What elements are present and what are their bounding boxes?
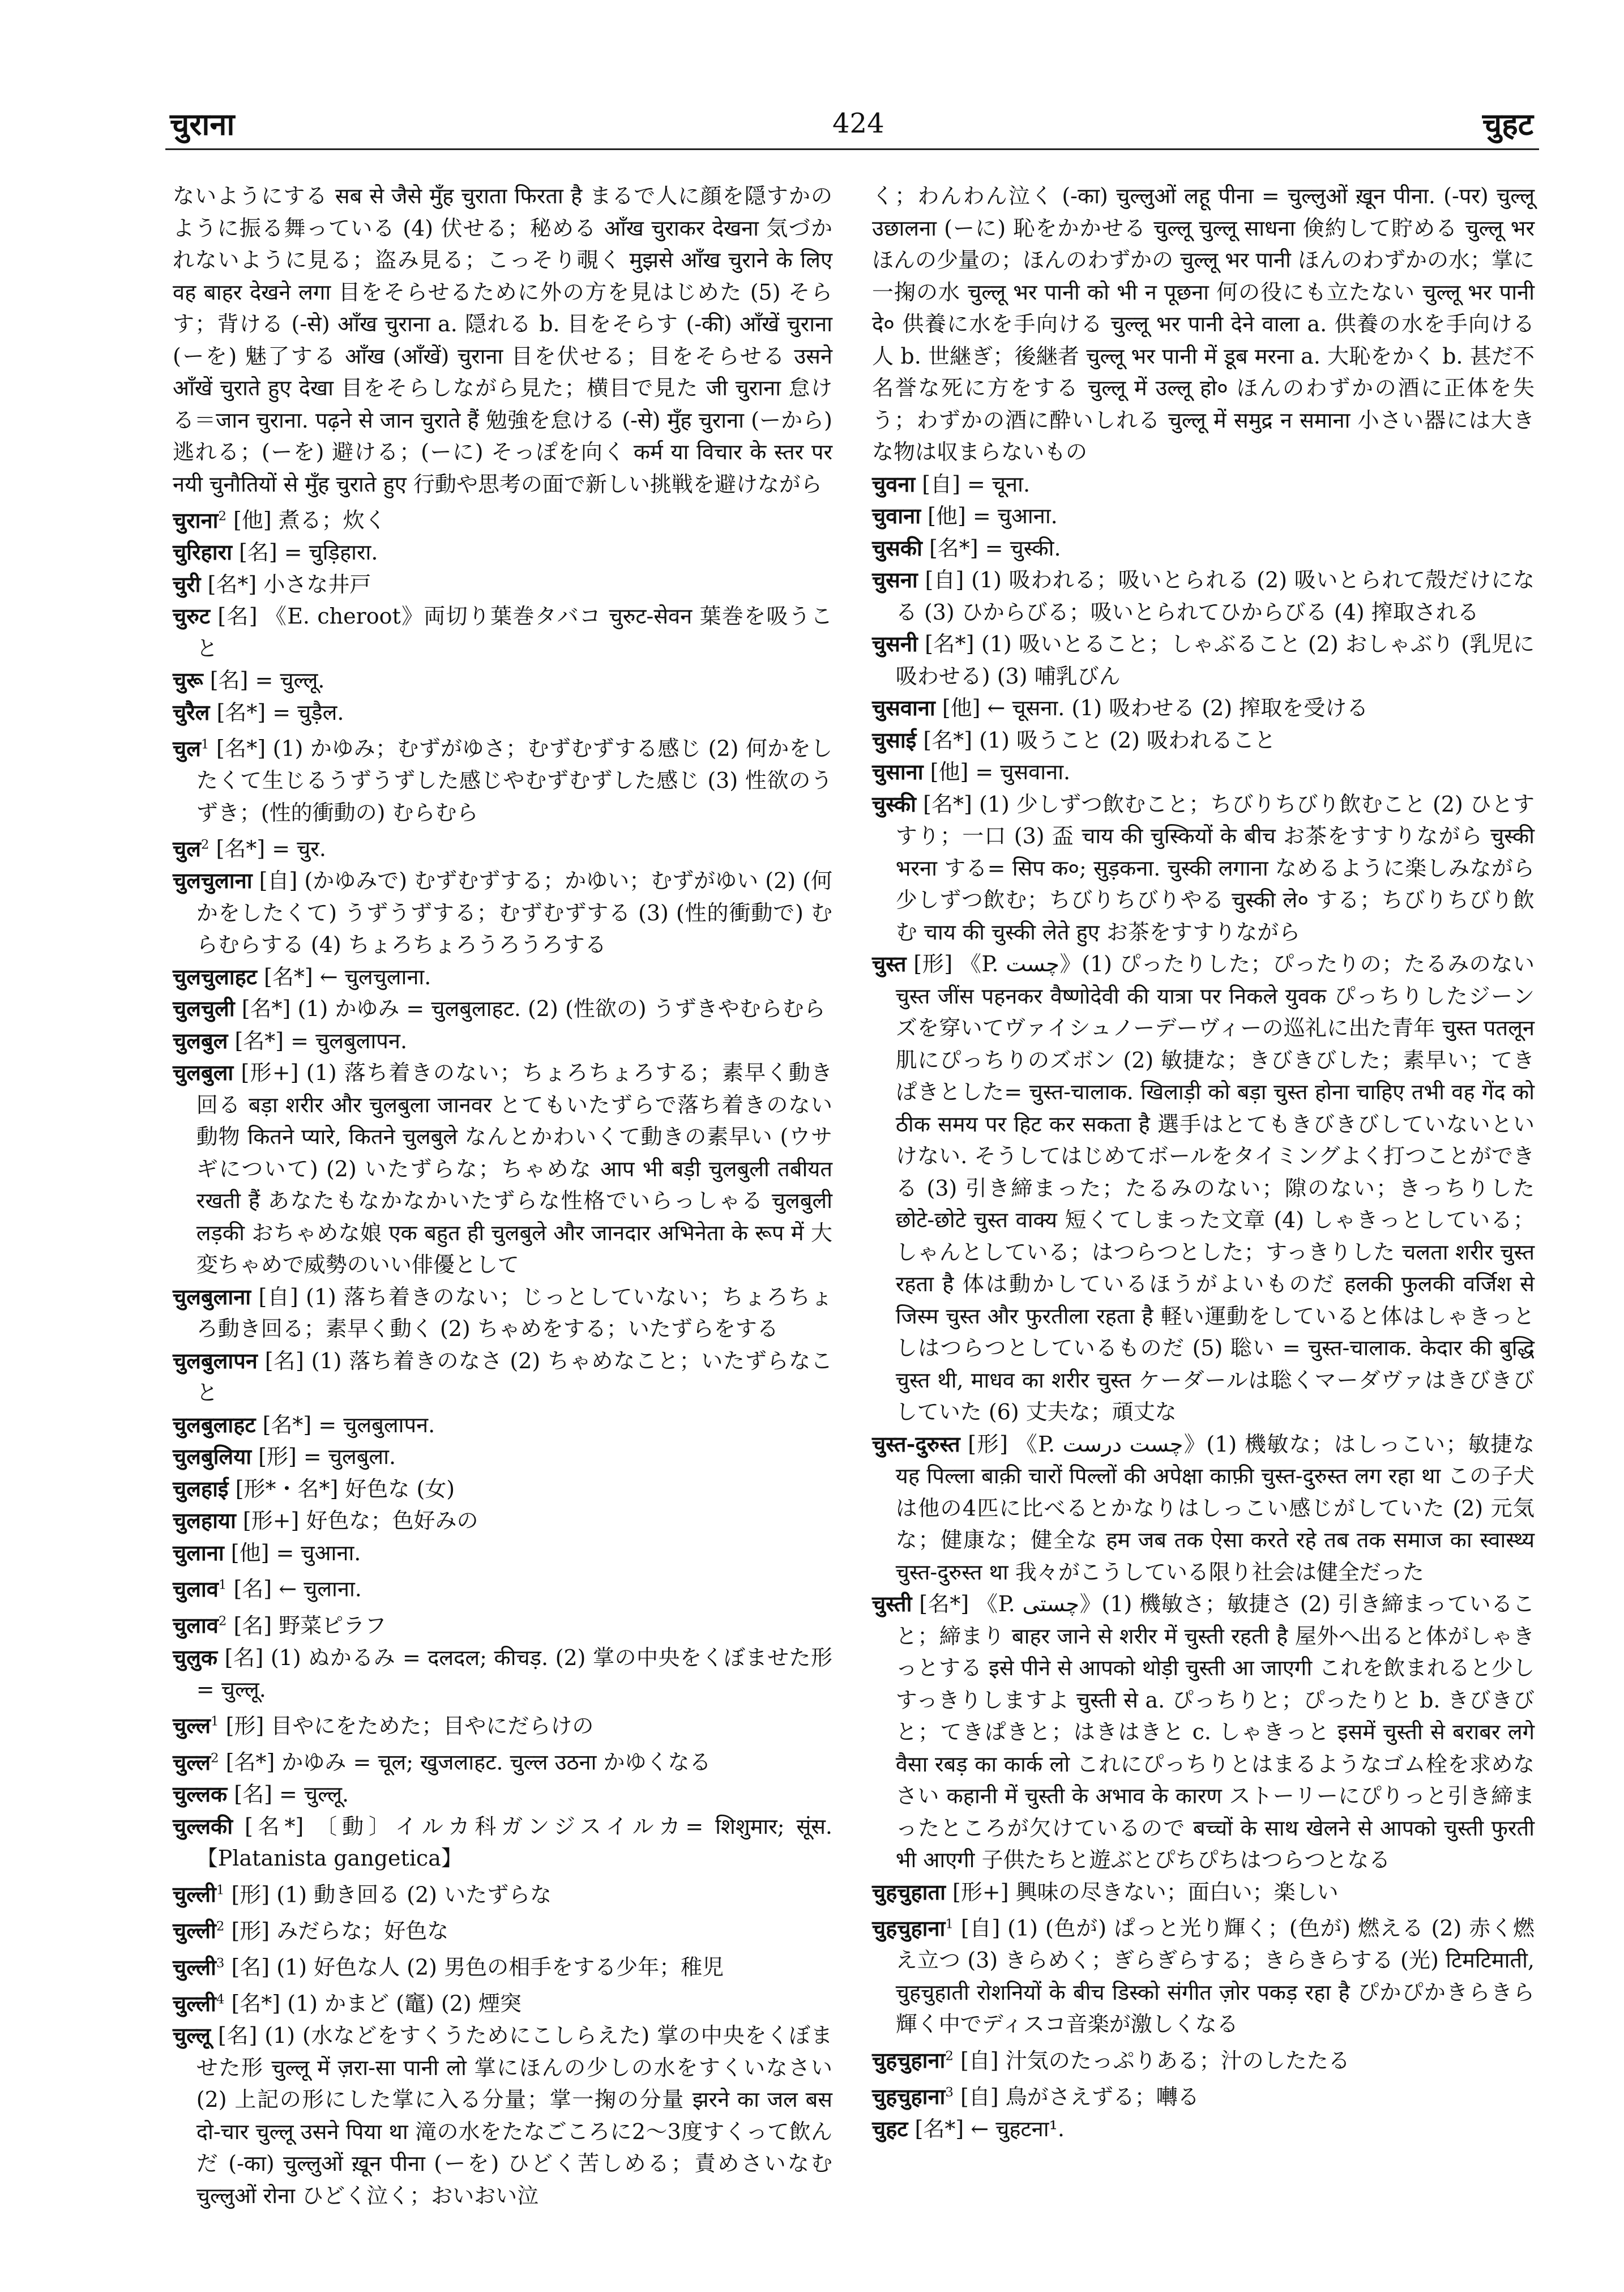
headword [173,1576,226,1602]
homonym-number: 2 [945,2048,954,2064]
entry-definition: [名] (1) ぬかるみ = दलदल; कीचड़. (2) 掌の中央をくぼませた形= चुल्लू. [196,1645,832,1702]
headword [173,736,209,761]
entry-definition: [名] = चुड़िहारा. [232,540,378,565]
left-column [173,180,832,2212]
entry-definition: [自] (1) 吸われる；吸いとられる (2) 吸いとられて殻だけになる (3) ひからびる；吸いとられてひからびる (4) 搾取される [895,567,1535,625]
entry-definition: [形] = चुलबुला. [251,1444,396,1470]
headword-text: चुलबुलिया [173,1444,252,1470]
headword-text: चुस्की [872,791,916,817]
dictionary-entry [173,569,832,601]
headword-text: चुवना [872,471,916,497]
headword [173,1028,228,1053]
homonym-number: 2 [218,509,226,523]
headword [872,1591,912,1616]
dictionary-entry [173,1057,832,1281]
headword [173,1749,219,1775]
entry-definition: [名] = चुल्लू. [203,668,325,693]
entry-continuation [173,180,832,500]
entry-definition: [名*] (1) 少しずつ飲むこと；ちびりちびり飲むこと (2) ひとすすり；一口 (3) 盃 चाय की चुस्कियों के बीच お茶をすすりながら चुस्की भरना する= सिप क०; सुड़कना. चुस्की लगाना なめるように楽しみながら少しずつ飲む；ちびりちびりやる चुस्की ले० する；ちびりちびり飲む चाय की चुस्की लेते हुए お茶をすすりながら [895,791,1535,945]
entry-definition: [名*] = चुलबुलापन. [255,1412,435,1437]
headword [173,1954,224,1980]
headword-text: चुहचुहाता [872,1879,946,1905]
headword-text: चुल्लक [173,1781,228,1807]
entry-definition: [名*] = चुलबुलापन. [228,1028,408,1053]
headword [173,1060,233,1085]
headword [173,1540,224,1565]
dictionary-entry [173,600,832,664]
homonym-number: 1 [216,1883,225,1898]
headword [872,791,916,817]
headword [173,1781,227,1807]
headword [872,471,915,497]
entry-definition: [形] 目やにをためた；目やにだらけの [219,1713,594,1739]
headword-text: चुसकी [872,535,922,561]
dictionary-entry [173,829,832,865]
entry-definition: [名] 《E. cheroot》両切り葉巻タバコ चुरुट-सेवन 葉巻を吸うこと [196,604,832,661]
headword [872,2084,954,2109]
dictionary-entry [872,532,1535,565]
dictionary-entry [173,697,832,729]
entry-definition: [名] ← चुलाना. [226,1577,362,1602]
entry-definition: [形+] 興味の尽きない；面白い；楽しい [945,1879,1339,1905]
headword-text: चुराना [173,507,219,533]
homonym-number: 2 [211,1750,219,1765]
entry-definition: [形+] (1) 落ち着きのない；ちょろちょろする；素早く動き回る बड़ा शरीर और चुलबुला जानवर とてもいたずらで落ち着きのない動物 कितने प्यारे, कितने चुलबुले なんとかわいくて動きの素早い (ウサギについて) (2) いたずらな；ちゃめな आप भी बड़ी चुलबुली तबीयत रखती हैं あなたもなかなかいたずらな性格でいらっしゃる चुलबुली लड़की おちゃめな娘 एक बहुत ही चुलबुले और जानदार अभिनेता के रूप में 大変ちゃめで威勢のいい俳優として [196,1060,832,1278]
headword [872,535,922,561]
headword [173,1444,251,1469]
entry-definition: [他] ← चूसना. (1) 吸わせる (2) 搾取を受ける [935,695,1369,720]
entry-definition: [他] 煮る；炊く [226,507,386,533]
entry-definition: [名] (1) 好色な人 (2) 男色の相手をする少年；稚児 [224,1954,724,1980]
homonym-number: 2 [200,837,210,852]
headword [173,1348,258,1373]
headword-text: चुस्त [872,951,907,976]
entry-definition: [名*] 《P. چستی》(1) 機敏さ；敏捷さ (2) 引き締まっていること；締まり बाहर जाने से शरीर में चुस्ती रहती है 屋外へ出ると体がしゃきっとする इसे पीने से आपको थोड़ी चुस्ती आ जाएगी これを飲まれると少しすっきりしますよ चुस्ती से a. ぴっちりと；ぴったりと b. きびきびと；てきぱきと；はきはきと c. しゃきっと इसमें चुस्ती से बराबर लगे वैसा रबड़ का कार्क लो これにぴっちりとはまるようなゴム栓を求めなさい कहानी में चुस्ती के अभाव के कारण ストーリーにぴりっと引き締まったところが欠けているので बच्चों के साथ खेलने से आपको चुस्ती फुरती भी आएगी 子供たちと遊ぶとぴちぴちはつらつとなる [895,1591,1535,1872]
headword-text: चुलचुली [173,996,235,1022]
headword-text: चुरू [173,667,203,693]
running-head-first-word: चुराना [170,106,235,142]
dictionary-entry [173,1441,832,1473]
headword-text: चुलचुलाहट [173,963,257,989]
dictionary-entry [872,2077,1535,2113]
dictionary-entry [872,1428,1535,1589]
entry-definition: [名*] (1) かゆみ = चुलबुलाहट. (2) (性欲の) うずきやむらむら [234,996,826,1022]
dictionary-entry [173,961,832,993]
headword-text: चुलबुल [173,1027,228,1053]
entry-definition: [自] (1) 落ち着きのない；じっとしていない；ちょろちょろ動き回る；素早く動く (2) ちゃめをする；いたずらをする [196,1284,832,1342]
dictionary-entry [173,1983,832,2020]
page-number: 424 [832,108,884,139]
headword-text: चुलहाया [173,1508,236,1534]
dictionary-entry [872,756,1535,788]
dictionary-entry [173,1473,832,1505]
entry-definition: [形+] 好色な；色好みの [236,1508,478,1534]
dictionary-entry [872,788,1535,949]
headword-text: चुरैल [173,699,210,725]
headword [173,1412,256,1437]
dictionary-entry [872,1908,1535,2041]
headword [173,2022,211,2048]
headword [173,1476,229,1501]
entry-definition: [名*] 〔動〕イルカ科ガンジスイルカ= शिशुमार; सूंस. 【Platanista gangetica】 [196,1813,832,1871]
headword [872,631,918,656]
headword [173,507,226,533]
entry-definition: [名*] (1) 吸いとること；しゃぶること (2) おしゃぶり (乳児に吸わせる) (3) 哺乳びん [895,631,1535,689]
dictionary-entry [173,1569,832,1605]
headword [173,1881,224,1907]
dictionary-entry [872,692,1535,724]
headword-text: चुसाई [872,727,917,753]
dictionary-entry [173,1537,832,1569]
headword-text: चुलबुलापन [173,1347,258,1373]
dictionary-entry [173,1409,832,1441]
dictionary-entry [173,1025,832,1057]
entry-definition: [名*] かゆみ = चूल; खुजलाहट. चुल्ल उठना かゆくなる [219,1749,711,1775]
entry-definition: [名*] = चुस्की. [922,535,1061,561]
headword [173,699,210,725]
headword-text: चुरुट [173,603,211,629]
headword [872,2116,908,2141]
dictionary-entry [173,865,832,961]
dictionary-entry [173,1742,832,1778]
dictionary-entry [173,536,832,569]
headword-text: चुल्ली [173,1918,216,1944]
dictionary-entry [173,1911,832,1947]
headword [872,695,935,720]
headword-text: चुल [173,735,201,761]
headword-text: चुलचुलाना [173,868,253,894]
entry-definition: [他] = चुआना. [224,1540,361,1565]
dictionary-entry [872,468,1535,501]
dictionary-entry [173,1642,832,1706]
headword-text: चुल्ल [173,1713,211,1739]
homonym-number: 2 [218,1614,227,1629]
homonym-number: 1 [218,1577,227,1593]
headword-text: चुहचुहाना [872,1915,946,1941]
homonym-number: 3 [945,2085,954,2100]
headword-text: चुलहाई [173,1475,229,1501]
headword [173,1284,251,1309]
headword-text: चुल [173,835,201,861]
homonym-number: 1 [211,1714,219,1729]
entry-definition: [名] (1) 落ち着きのなさ (2) ちゃめなこと；いたずらなこと [196,1348,832,1406]
dictionary-entry [173,2020,832,2212]
entry-definition: [形] 《P. چست درست》(1) 機敏な；はしっこい；敏捷な यह पिल्ला बाक़ी चारों पिल्लों की अपेक्षा काफ़ी चुस्त-दुरुस्त लग रहा था この子犬は他の4匹に比べるとかなりはしっこい感じがしていた (2) 元気な；健康な；健全な हम जब तक ऐसा करते रहे तब तक समाज का स्वास्थ्य चुस्त-दुरुस्त था 我々がこうしている限り社会は健全だった [895,1431,1535,1585]
headword-text: चुल्ली [173,1990,216,2016]
headword-text: चुल्लकी [173,1813,233,1839]
entry-definition: [他] = चुआना. [921,503,1058,528]
homonym-number: 3 [216,1955,225,1970]
headword [872,2047,954,2073]
entry-definition: [形] 《P. چست》(1) ぴったりした；ぴったりの；たるみのない चुस्त जींस पहनकर वैष्णोदेवी की यात्रा पर निकले युवक ぴっちりしたジーンズを穿いてヴァイシュノーデーヴィーの巡礼に出た青年 चुस्त पतलून 肌にぴっちりのズボン (2) 敏捷な；きびきびした；素早い；てきぱきとした= चुस्त-चालाक. खिलाड़ी को बड़ा चुस्त होना चाहिए तभी वह गेंद को ठीक समय पर हिट कर सकता है 選手はとてもきびきびしていないといけない. そうしてはじめてボールをタイミングよく打つことができる (3) 引き締まった；たるみのない；隙のない；きっちりした छोटे-छोटे चुस्त वाक्य 短くてしまった文章 (4) しゃきっとしている；しゃんとしている；はつらつとした；すっきりした चलता शरीर चुस्त रहता है 体は動かしているほうがよいものだ हलकी फुलकी वर्जिश से जिस्म चुस्त और फुरतीला रहता है 軽い運動をしていると体はしゃきっとしはつらつとしているものだ (5) 聡い = चुस्त-चालाक. केदार की बुद्धि चुस्त थी, माधव का शरीर चुस्त ケーダールは聡くマーダヴァはきびきびしていた (6) 丈夫な；頑丈な [895,951,1535,1424]
headword [173,1813,233,1839]
entry-definition: [名*] (1) かゆみ；むずがゆさ；むずむずする感じ (2) 何かをしたくて生じるうずうずした感じやむずむずした感じ (3) 性欲のうずき；(性的衝動の) むらむら [196,736,832,825]
entry-definition: [名*] ← चुलचुलाना. [257,964,431,989]
headword [173,667,203,693]
homonym-number: 1 [945,1917,954,1931]
dictionary-entry [872,1876,1535,1909]
entry-definition: [自] 鳥がさえずる；囀る [953,2084,1199,2110]
headword-text: चुरी [173,571,201,597]
dictionary-entry [173,993,832,1025]
headword [173,964,257,989]
headword-text: चुस्ती [872,1591,912,1616]
headword-text: चुस्त-दुरुस्त [872,1431,960,1457]
entry-definition: [名*] = चुर. [209,836,326,861]
entry-definition: [自] 汁気のたっぷりある；汁のしたたる [953,2048,1350,2073]
headword-text: चुरिहारा [173,539,232,565]
header-rule [165,148,1539,150]
entry-definition: [自] (かゆみで) むずむずする；かゆい；むずがゆい (2) (何かをしたくて) うずうずする；むずむずする (3) (性的衝動で) むらむらする (4) ちょろちょろうろうろする [196,868,832,958]
dictionary-entry [872,2041,1535,2077]
dictionary-entry [173,1706,832,1742]
headword-text: चुहट [872,2115,908,2141]
entry-definition: [形*・名*] 好色な (女) [228,1476,455,1501]
headword [173,603,210,629]
dictionary-entry [872,500,1535,532]
dictionary-entry [872,564,1535,628]
dictionary-entry [173,664,832,697]
headword [173,539,232,565]
headword [173,1612,226,1638]
entry-definition: [自] (1) (色が) ぱっと光り輝く；(色が) 燃える (2) 赤く燃え立つ (3) きらめく；ぎらぎらする；きらきらする (光) टिमटिमाती, चुहचुहाती रोशनियों के बीच डिस्को संगीत ज़ोर पकड़ रहा है ぴかぴかきらきら輝く中でディスコ音楽が激しくなる [895,1915,1535,2037]
headword [872,567,918,592]
dictionary-entry [173,1811,832,1875]
entry-definition: [形] みだらな；好色な [224,1918,449,1944]
headword [173,1508,236,1533]
headword [872,1879,946,1905]
headword [872,951,907,976]
headword-text: चुल्ली [173,1954,216,1980]
headword [872,503,921,528]
dictionary-entry [173,500,832,536]
dictionary-entry [173,1505,832,1537]
headword-text: चुल्ल [173,1749,211,1775]
entry-definition: [名] = चुल्लू. [227,1782,349,1807]
headword [173,996,235,1021]
entry-definition: [名] (1) (水などをすくうためにこしらえた) 掌の中央をくぼませた形 चुल्लू में ज़रा-सा पानी लो 掌にほんの少しの水をすくいなさい (2) 上記の形にした掌に入る分量；掌一掬の分量 झरने का जल बस दो-चार चुल्लू उसने पिया था 滝の水をたなごころに2〜3度すくって飲んだ (-का) चुल्लुओं ख़ून पीना (ーを) ひどく苦しめる；責めさいなむ चुल्लुओं रोना ひどく泣く；おいおい泣 [196,2023,832,2208]
headword [173,571,201,597]
headword-text: चुहचुहाना [872,2084,946,2110]
dictionary-entry [872,1588,1535,1876]
dictionary-entry [872,2113,1535,2145]
entry-definition: [他] = चुसवाना. [923,759,1071,784]
headword [872,727,916,753]
headword-text: चुलबुलाहट [173,1411,256,1437]
headword-text: चुहचुहाना [872,2047,946,2073]
dictionary-entry [173,1345,832,1409]
dictionary-entry [173,1606,832,1642]
headword-text: चुलबुलाना [173,1283,251,1309]
right-column [872,180,1535,2145]
dictionary-entry [173,1875,832,1911]
dictionary-entry [173,1281,832,1345]
entry-definition: [名*] = चुड़ैल. [210,699,344,725]
homonym-number: 2 [216,1919,225,1934]
homonym-number: 1 [200,737,210,752]
headword [173,1918,224,1943]
headword-text: चुसना [872,567,918,592]
headword [173,1713,219,1738]
headword [872,1431,960,1457]
entry-definition: ないようにする सब से जैसे मुँह चुराता फिरता है まるで人に顔を隠すかのように振る舞っている (4) 伏せる；秘める आँख चुराकर देखना 気づかれないように見る；盗み見る；こっそり覗く मुझसे आँख चुराने के लिए वह बाहर देखने लगा 目をそらせるために外の方を見はじめた (5) そらす；背ける (-से) आँख चुराना a. 隠れる b. 目をそらす (-की) आँखें चुराना (ーを) 魅了する आँख (आँखें) चुराना 目を伏せる；目をそらせる उसने आँखें चुराते हुए देखा 目をそらしながら見た；横目で見た जी चुराना 怠ける＝जान चुराना. पढ़ने से जान चुराते हैं 勉強を怠ける (-से) मुँह चुराना (ーから) 逃れる；(ーを) 避ける；(ーに) そっぽを向く कर्म या विचार के स्तर पर नयी चुनौतियों से मुँह चुराते हुए 行動や思考の面で新しい挑戦を避けながら [173,183,832,497]
entry-continuation [872,180,1535,468]
dictionary-entry [872,948,1535,1428]
entry-definition: [名*] 小さな井戸 [200,571,371,597]
entry-definition: [名*] (1) かまど (竈) (2) 煙突 [224,1991,522,2016]
dictionary-entry [173,1947,832,1983]
headword-text: चुलाव [173,1576,219,1602]
headword-text: चुलाना [173,1539,224,1565]
headword-text: चुल्ली [173,1881,216,1907]
headword-text: चुलबुला [173,1060,234,1086]
headword-text: चुसवाना [872,695,935,720]
dictionary-entry [872,628,1535,692]
entry-definition: く；わんわん泣く (-का) चुल्लुओं लहू पीना = चुल्लुओं ख़ून पीना. (-पर) चुल्लू उछालना (ーに) 恥をかかせる चुल्लू चुल्लू साधना 倹約して貯める चुल्लू भर ほんの少量の；ほんのわずかの चुल्लू भर पानी ほんのわずかの水；掌に一掬の水 चुल्लू भर पानी को भी न पूछना 何の役にも立たない चुल्लू भर पानी दे० 供養に水を手向ける चुल्लू भर पानी देने वाला a. 供養の水を手向ける人 b. 世継ぎ；後継者 चुल्लू भर पानी में डूब मरना a. 大恥をかく b. 甚だ不名誉な死に方をする चुल्लू में उल्लू हो० ほんのわずかの酒に正体を失う；わずかの酒に酔いしれる चुल्लू में समुद्र न समाना 小さい器には大きな物は収まらないもの [872,183,1535,464]
entry-definition: [名] 野菜ピラフ [226,1613,387,1638]
dictionary-entry [872,724,1535,757]
headword [173,1645,217,1670]
entry-definition: [名*] ← चुहटना¹. [908,2116,1065,2141]
dictionary-entry [173,728,832,829]
headword [173,868,253,893]
entry-definition: [形] (1) 動き回る (2) いたずらな [224,1882,552,1907]
headword-text: चुवाना [872,503,921,528]
headword [173,836,209,861]
homonym-number: 4 [216,1992,225,2007]
headword-text: चुलाव [173,1612,219,1638]
entry-definition: [自] = चूना. [915,471,1031,497]
headword-text: चुसनी [872,631,918,656]
headword [872,1915,954,1941]
headword-text: चुल्लू [173,2022,211,2048]
running-head-last-word: चुहट [1482,106,1533,142]
headword-text: चुलुक [173,1644,218,1670]
headword-text: चुसाना [872,759,924,784]
headword [872,759,924,784]
headword [173,1991,224,2016]
dictionary-entry [173,1778,832,1811]
entry-definition: [名*] (1) 吸うこと (2) 吸われること [916,727,1276,753]
